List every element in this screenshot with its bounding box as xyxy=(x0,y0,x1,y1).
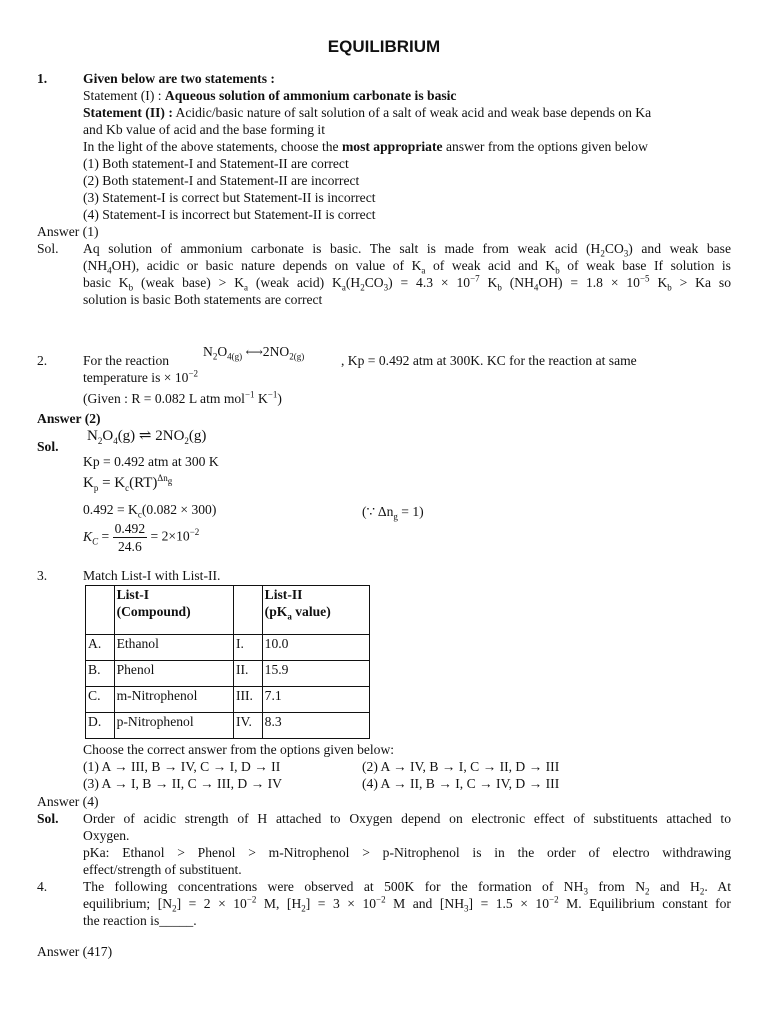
question-1-heading: Given below are two statements : xyxy=(83,71,275,86)
table-header-row: List-I (Compound) List-II ($pK_a$ value) xyxy=(86,586,370,635)
q1-option: (1) Both statement-I and Statement-II are correct xyxy=(83,156,349,171)
match-table xyxy=(85,585,370,739)
table-row: A. Ethanol I. 10.0 xyxy=(86,635,370,661)
question-3-solution-label: Sol. xyxy=(37,811,59,826)
question-2-solution: $N_2O_4(g)$ ⇌ $2NO_2(g)$ Kp = 0.492 atm at 300 K $K_p = K_c(RT)^{\Delta n_g}$ $0.492 = K_c(0.082 \times 300)$ $K_C$ = $\frac{0.492}{24.6}$ = $2\times 10^{-2}$ xyxy=(83,428,219,554)
q3-option: (4) A → II, B → I, C → IV, D → III xyxy=(362,776,560,791)
table-row: D. p-Nitrophenol IV. 8.3 xyxy=(86,713,370,739)
statement-2: Statement (II) : Acidic/basic nature of salt solution of a salt of weak acid and weak base depends on Ka xyxy=(83,105,652,120)
question-4-number: 4. xyxy=(37,879,48,894)
q3-option: (2) A → IV, B → I, C → II, D → III xyxy=(362,759,560,774)
question-2-number: 2. xyxy=(37,353,48,368)
q3-option: (3) A → I, B → II, C → III, D → IV xyxy=(83,776,282,791)
statement-1: Statement (I) : Aqueous solution of ammonium carbonate is basic xyxy=(83,88,457,103)
question-1-number: 1. xyxy=(37,71,48,86)
question-3-number: 3. xyxy=(37,568,48,583)
question-2-solution-label: Sol. xyxy=(37,439,59,454)
question-1-answer: Answer (1) xyxy=(37,224,99,239)
question-1 xyxy=(83,70,731,223)
question-2-answer: Answer (2) xyxy=(37,411,101,426)
question-4-answer: Answer (417) xyxy=(37,944,113,959)
question-3-solution: Order of acidic strength of H attached to Oxygen depend on electronic effect of substituents attached to Oxygen. pKa: Ethanol > Phenol > m-Nitrophenol > p-Nitrophenol is in the order of electro withdrawing effect/strength of substituent. xyxy=(83,811,731,877)
table-row: C. m-Nitrophenol III. 7.1 xyxy=(86,687,370,713)
question-1-solution: Aq solution of ammonium carbonate is basic. The salt is made from weak acid $(H_2CO_3)$ and weak base $(NH_4OH)$, acidic or basic nature depends on value of $K_a$ of weak acid and $K_b$ of weak base If solution is basic $K_b$ (weak base) > $K_a$ (weak acid) $K_a(H_2CO_3) = 4.3 \times 10^{-7}$ $K_b$ $(NH_4OH) = 1.8 \times 10^{-5}$ $K_b > Ka$ so solution is basic Both statements are correct xyxy=(83,241,732,307)
question-3-heading: Match List-I with List-II. xyxy=(83,568,221,583)
question-4: The following concentrations were observed at 500K for the formation of $NH_3$ from $N_2$ and $H_2$. At equilibrium; $[N_2] = 2 \times 10^{-2}$ M, $[H_2] = 3 \times 10^{-2}$ M and $[NH_3] = 1.5 \times 10^{-2}$ M. Equilibrium constant for the reaction is_____. xyxy=(83,879,731,928)
question-2: For the reaction $N_2O_{4(g)}$ $⟷2NO_{2(g)}$ , Kp = 0.492 atm at 300K. KC for the reaction at same temperature is × $10^{-2}$ (Given : R = 0.082 L atm mol$^{-1}$ $K^{-1}$) xyxy=(83,344,637,406)
delta-n-note: (∵ $\Delta n_g = 1$) xyxy=(362,504,424,522)
page-title: EQUILIBRIUM xyxy=(327,37,441,56)
table-row: B. Phenol II. 15.9 xyxy=(86,661,370,687)
question-3-choices: Choose the correct answer from the options given below: (1) A → III, B → IV, C → I, D → II (2) A → IV, B → I, C → II, D → III (3) A → I, B → II, C → III, D → IV (4) A → II, B → I, C → IV, D → III xyxy=(83,742,560,791)
question-1-solution-label: Sol. xyxy=(37,241,59,256)
reaction-equation: $N_2O_{4(g)}$ $⟷2NO_{2(g)}$ xyxy=(203,344,305,362)
q3-option: (1) A → III, B → IV, C → I, D → II xyxy=(83,759,281,774)
question-3-answer: Answer (4) xyxy=(37,794,99,809)
q1-option: (4) Statement-I is incorrect but Statement-II is correct xyxy=(83,207,376,222)
statement-2-continued: and Kb value of acid and the base forming it xyxy=(83,122,325,137)
question-1-instruction: In the light of the above statements, choose the most appropriate answer from the options given below xyxy=(83,139,648,154)
q1-option: (2) Both statement-I and Statement-II are incorrect xyxy=(83,173,360,188)
q1-option: (3) Statement-I is correct but Statement-II is incorrect xyxy=(83,190,376,205)
